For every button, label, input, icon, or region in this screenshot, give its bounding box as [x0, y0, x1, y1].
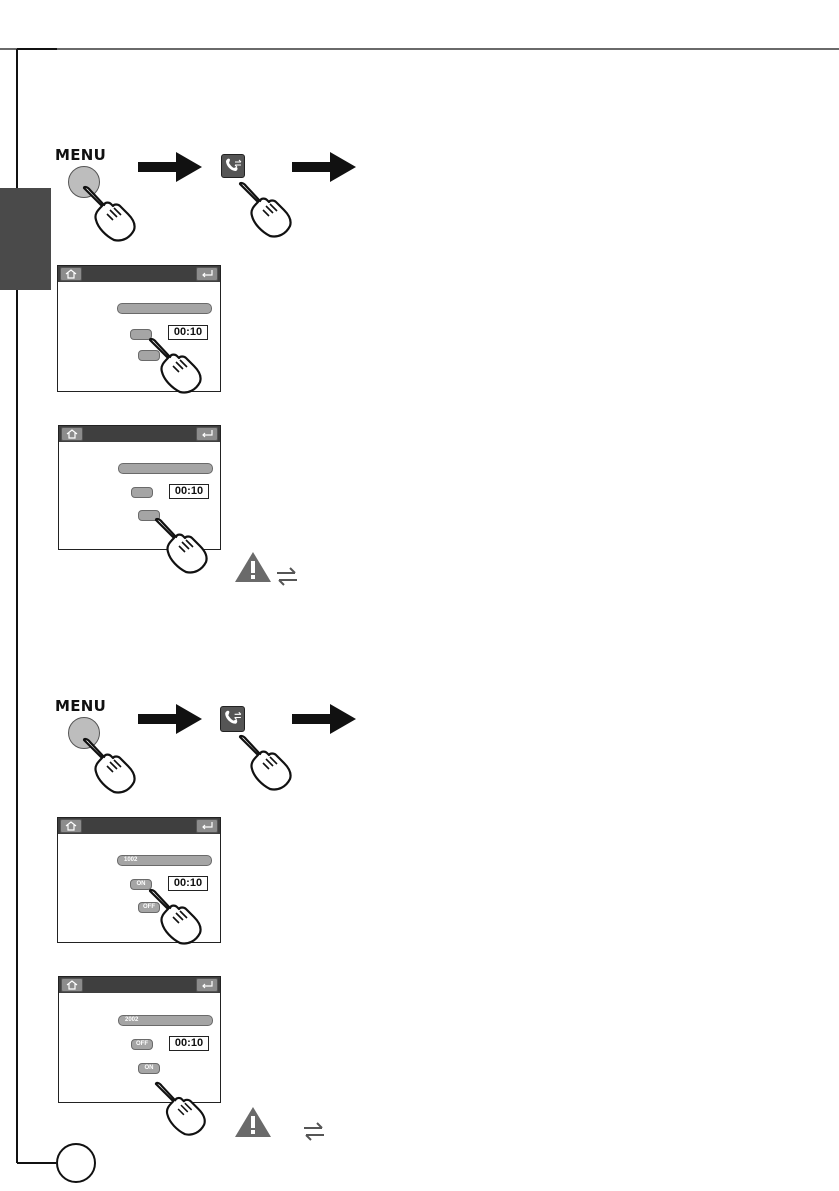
- pointing-hand-icon: [236, 180, 296, 240]
- number-field[interactable]: [118, 463, 213, 474]
- toggle-button-1[interactable]: OFF: [131, 1039, 153, 1050]
- transfer-arrows-icon: [302, 1121, 326, 1143]
- back-icon[interactable]: [196, 427, 218, 441]
- number-field[interactable]: 2002: [118, 1015, 213, 1026]
- number-field[interactable]: 1002: [117, 855, 212, 866]
- back-icon[interactable]: [196, 978, 218, 992]
- warning-triangle-icon: [234, 1106, 272, 1138]
- section-tab: [0, 188, 51, 290]
- toggle-button-1[interactable]: [131, 487, 153, 498]
- toggle-button-2[interactable]: OFF: [138, 902, 160, 913]
- menu-label: MENU: [55, 697, 107, 715]
- page-number-circle: [56, 1143, 96, 1183]
- back-icon[interactable]: [196, 267, 218, 281]
- home-icon[interactable]: [61, 427, 83, 441]
- time-value: 00:10: [169, 1036, 209, 1051]
- pointing-hand-icon: [80, 736, 140, 796]
- right-arrow-icon: [138, 152, 202, 182]
- toggle-button-1[interactable]: ON: [130, 879, 152, 890]
- handset-transfer-icon[interactable]: [221, 154, 245, 178]
- right-arrow-icon: [292, 152, 356, 182]
- time-value: 00:10: [169, 484, 209, 499]
- transfer-arrows-icon: [275, 566, 299, 588]
- home-icon[interactable]: [61, 978, 83, 992]
- warning-triangle-icon: [234, 551, 272, 583]
- home-icon[interactable]: [60, 819, 82, 833]
- menu-label: MENU: [55, 146, 107, 164]
- number-field[interactable]: [117, 303, 212, 314]
- pointing-hand-icon: [152, 1080, 212, 1140]
- time-value: 00:10: [168, 876, 208, 891]
- pointing-hand-icon: [146, 887, 206, 947]
- pointing-hand-icon: [152, 516, 212, 576]
- toggle-button-2[interactable]: ON: [138, 1063, 160, 1074]
- pointing-hand-icon: [236, 733, 296, 793]
- right-arrow-icon: [138, 704, 202, 734]
- pointing-hand-icon: [80, 184, 140, 244]
- time-value: 00:10: [168, 325, 208, 340]
- handset-transfer-icon[interactable]: [220, 706, 245, 732]
- pointing-hand-icon: [146, 336, 206, 396]
- right-arrow-icon: [292, 704, 356, 734]
- home-icon[interactable]: [60, 267, 82, 281]
- back-icon[interactable]: [196, 819, 218, 833]
